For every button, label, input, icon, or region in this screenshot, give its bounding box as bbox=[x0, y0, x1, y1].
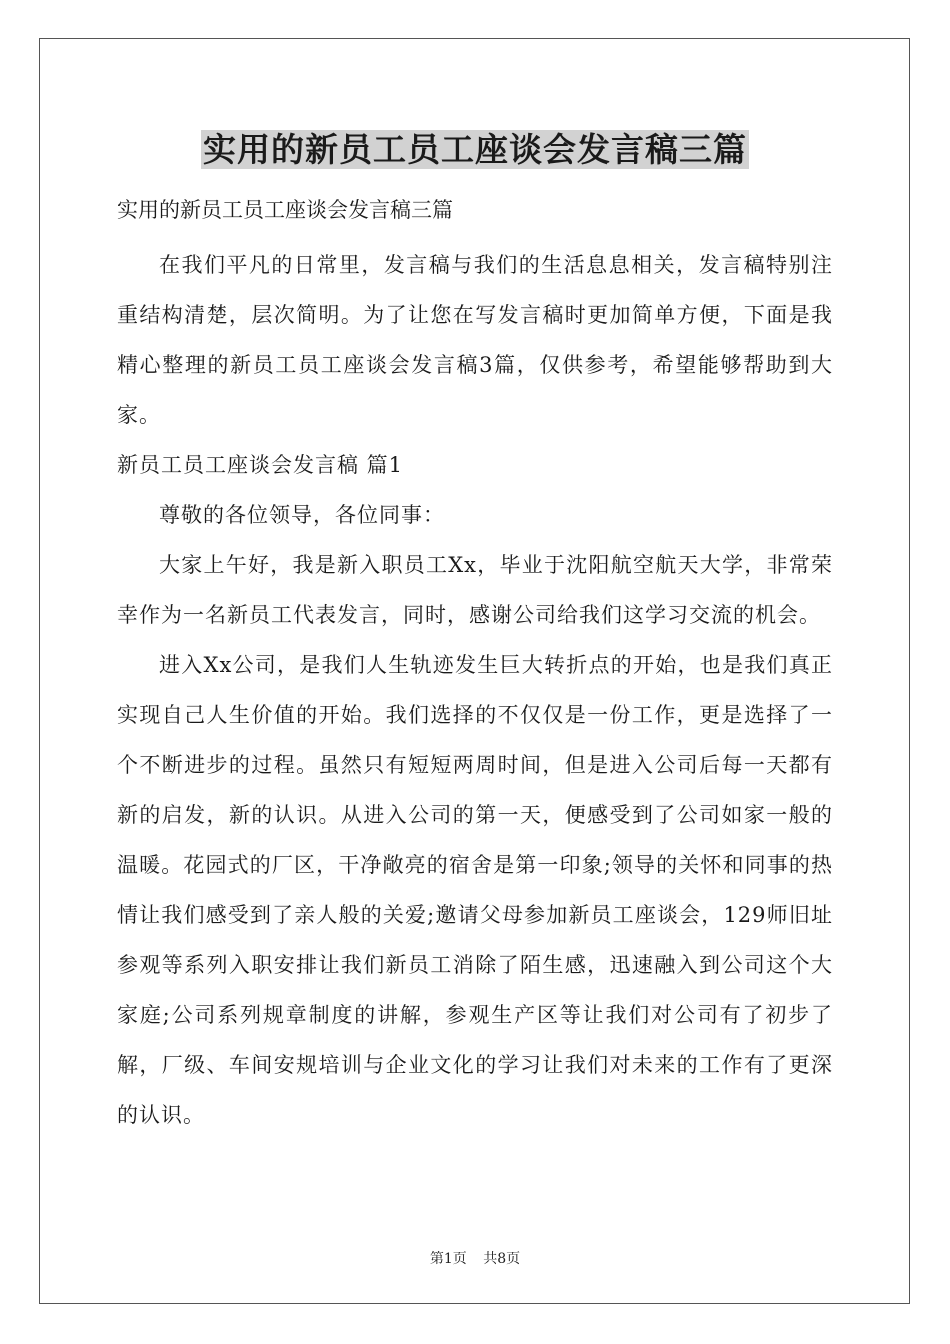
document-title-text: 实用的新员工员工座谈会发言稿三篇 bbox=[203, 130, 747, 169]
document-subtitle: 实用的新员工员工座谈会发言稿三篇 bbox=[117, 198, 453, 222]
body-paragraph-1: 大家上午好，我是新入职员工Xx，毕业于沈阳航空航天大学，非常荣幸作为一名新员工代表发言，同时，感谢公司给我们这学习交流的机会。 bbox=[117, 553, 833, 627]
greeting-paragraph: 尊敬的各位领导，各位同事： bbox=[159, 503, 445, 527]
section-heading: 新员工员工座谈会发言稿 篇1 bbox=[117, 453, 404, 477]
document-title bbox=[117, 128, 833, 178]
body-paragraph-2: 进入Xx公司，是我们人生轨迹发生巨大转折点的开始，也是我们真正实现自己人生价值的开始。我们选择的不仅仅是一份工作，更是选择了一个不断进步的过程。虽然只有短短两周时间，但是进入公司后每一天都有新的启发，新的认识。从进入公司的第一天，便感受到了公司如家一般的温暖。花园式的厂区，干净敞亮的宿舍是第一印象;领导的关怀和同事的热情让我们感受到了亲人般的关爱;邀请父母参加新员工座谈会，129师旧址参观等系列入职安排让我们新员工消除了陌生感，迅速融入到公司这个大家庭;公司系列规章制度的讲解，参观生产区等让我们对公司有了初步了解，厂级、车间安规培训与企业文化的学习让我们对未来的工作有了更深的认识。 bbox=[117, 653, 833, 1127]
intro-paragraph: 在我们平凡的日常里，发言稿与我们的生活息息相关，发言稿特别注重结构清楚，层次简明。为了让您在写发言稿时更加简单方便，下面是我精心整理的新员工员工座谈会发言稿3篇，仅供参考，希望能够帮助到大家。 bbox=[117, 253, 833, 427]
page-footer bbox=[0, 1248, 950, 1268]
page-number: 第1页 bbox=[429, 1251, 467, 1267]
document-body bbox=[117, 118, 833, 1140]
page-total: 共8页 bbox=[483, 1251, 521, 1267]
